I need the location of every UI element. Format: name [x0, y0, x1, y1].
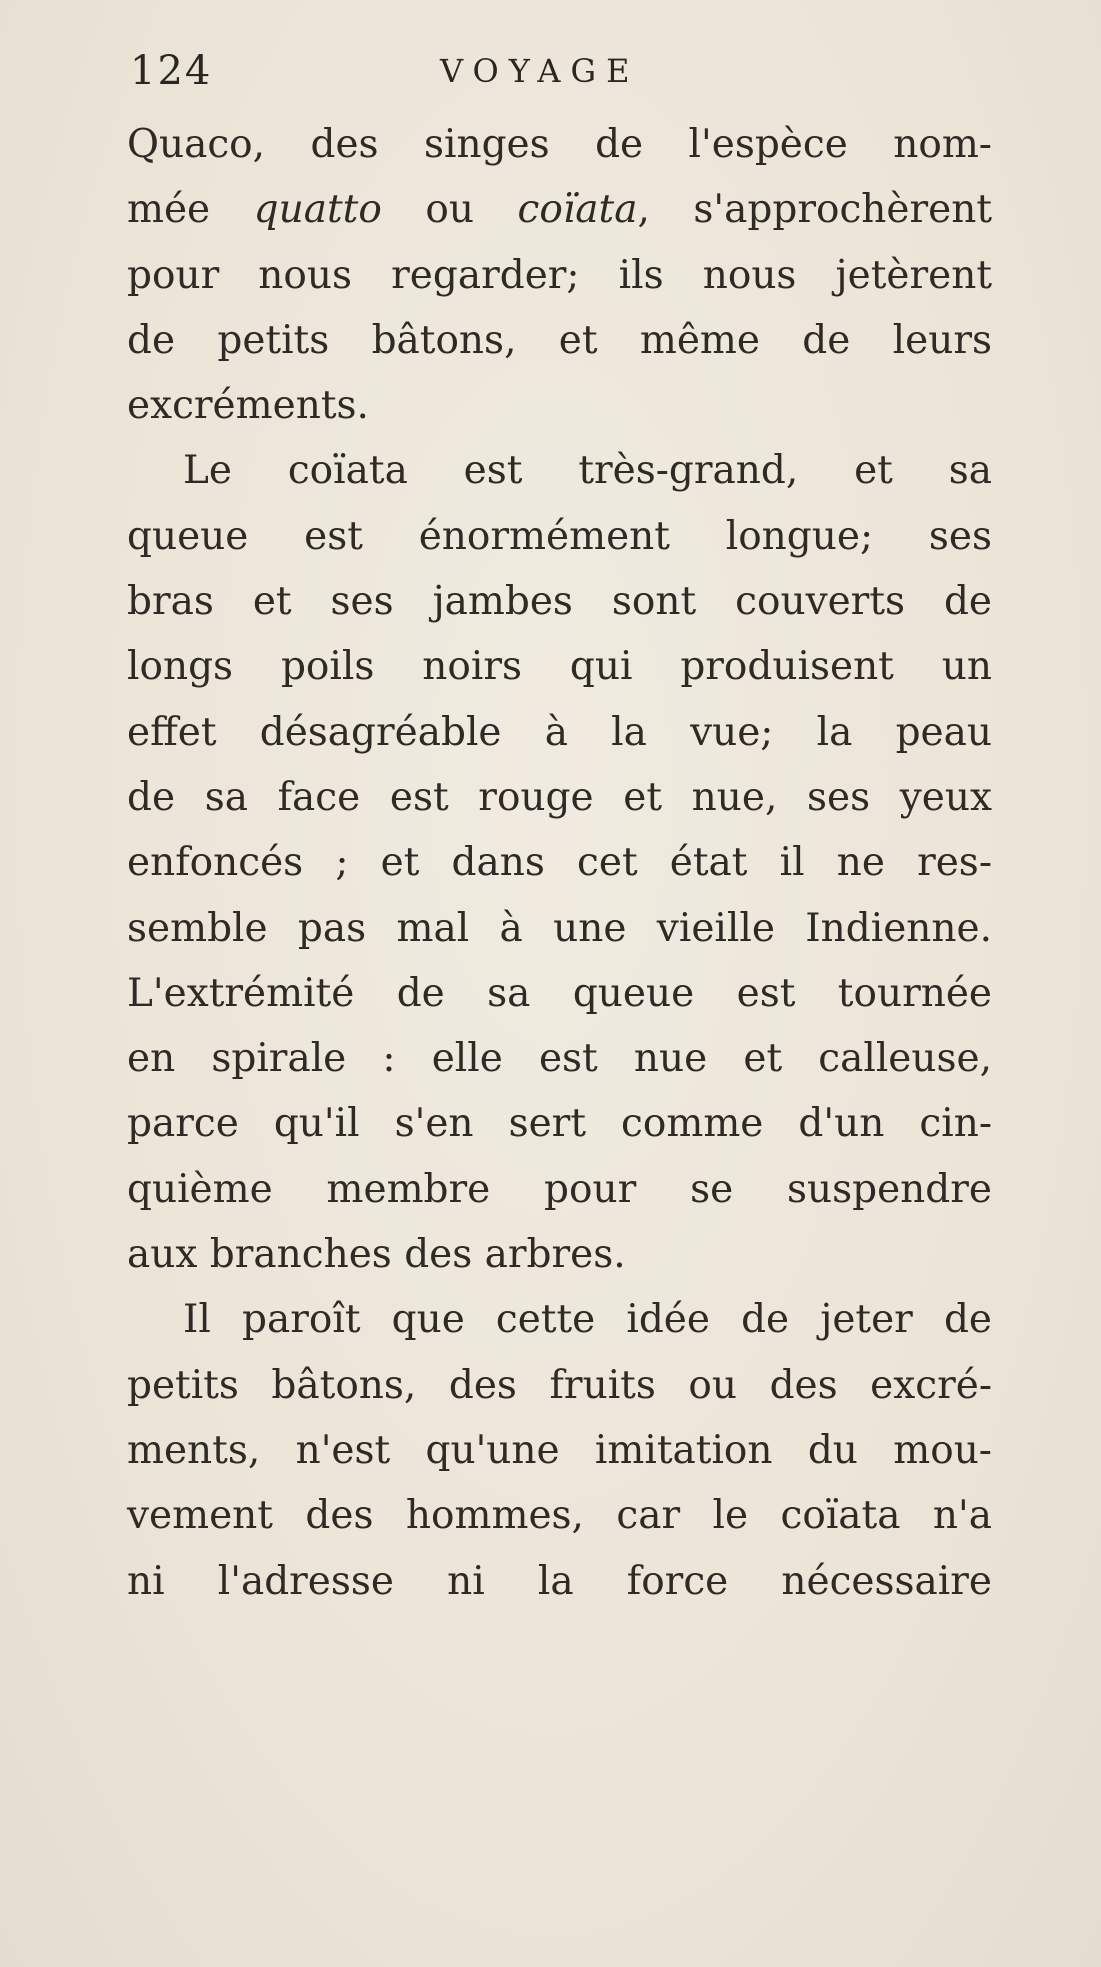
italic-term: quatto	[253, 187, 382, 233]
text-line: Il paroît que cette idée de jeter de	[183, 1297, 992, 1343]
text-line: pour nous regarder; ils nous jetèrent	[127, 252, 992, 298]
text-line: bras et ses jambes sont couverts de	[127, 579, 992, 625]
text-segment: , s'approchèrent	[637, 187, 992, 233]
text-line: L'extrémité de sa queue est tournée	[127, 970, 992, 1016]
text-line: vement des hommes, car le coïata n'a	[127, 1493, 992, 1539]
text-line: excréments.	[127, 383, 369, 429]
text-line: ments, n'est qu'une imitation du mou-	[127, 1427, 992, 1473]
text-line: de sa face est rouge et nue, ses yeux	[127, 774, 992, 820]
text-line: queue est énormément longue; ses	[127, 513, 992, 559]
text-line: petits bâtons, des fruits ou des excré-	[127, 1362, 992, 1408]
running-title: VOYAGE	[440, 52, 640, 90]
italic-term: coïata	[517, 187, 638, 233]
text-line: en spirale : elle est nue et calleuse,	[127, 1036, 992, 1082]
text-segment: mée	[127, 187, 254, 233]
text-line: semble pas mal à une vieille Indienne.	[127, 905, 992, 951]
text-line: enfoncés ; et dans cet état il ne res-	[127, 840, 992, 886]
page-header	[130, 48, 690, 108]
text-line: parce qu'il s'en sert comme d'un cin-	[127, 1101, 992, 1147]
text-segment: ou	[381, 187, 518, 233]
body-text	[127, 112, 992, 1614]
text-line	[127, 177, 992, 242]
page-number: 124	[130, 48, 213, 94]
text-line: Le coïata est très-grand, et sa	[183, 448, 992, 494]
text-line: longs poils noirs qui produisent un	[127, 644, 992, 690]
text-line: Quaco, des singes de l'espèce nom-	[127, 122, 992, 167]
text-line: effet désagréable à la vue; la peau	[127, 709, 992, 755]
text-line: de petits bâtons, et même de leurs	[127, 317, 992, 363]
text-line: quième membre pour se suspendre	[127, 1166, 992, 1212]
text-line: aux branches des arbres.	[127, 1232, 626, 1278]
text-line: ni l'adresse ni la force nécessaire	[127, 1558, 992, 1604]
